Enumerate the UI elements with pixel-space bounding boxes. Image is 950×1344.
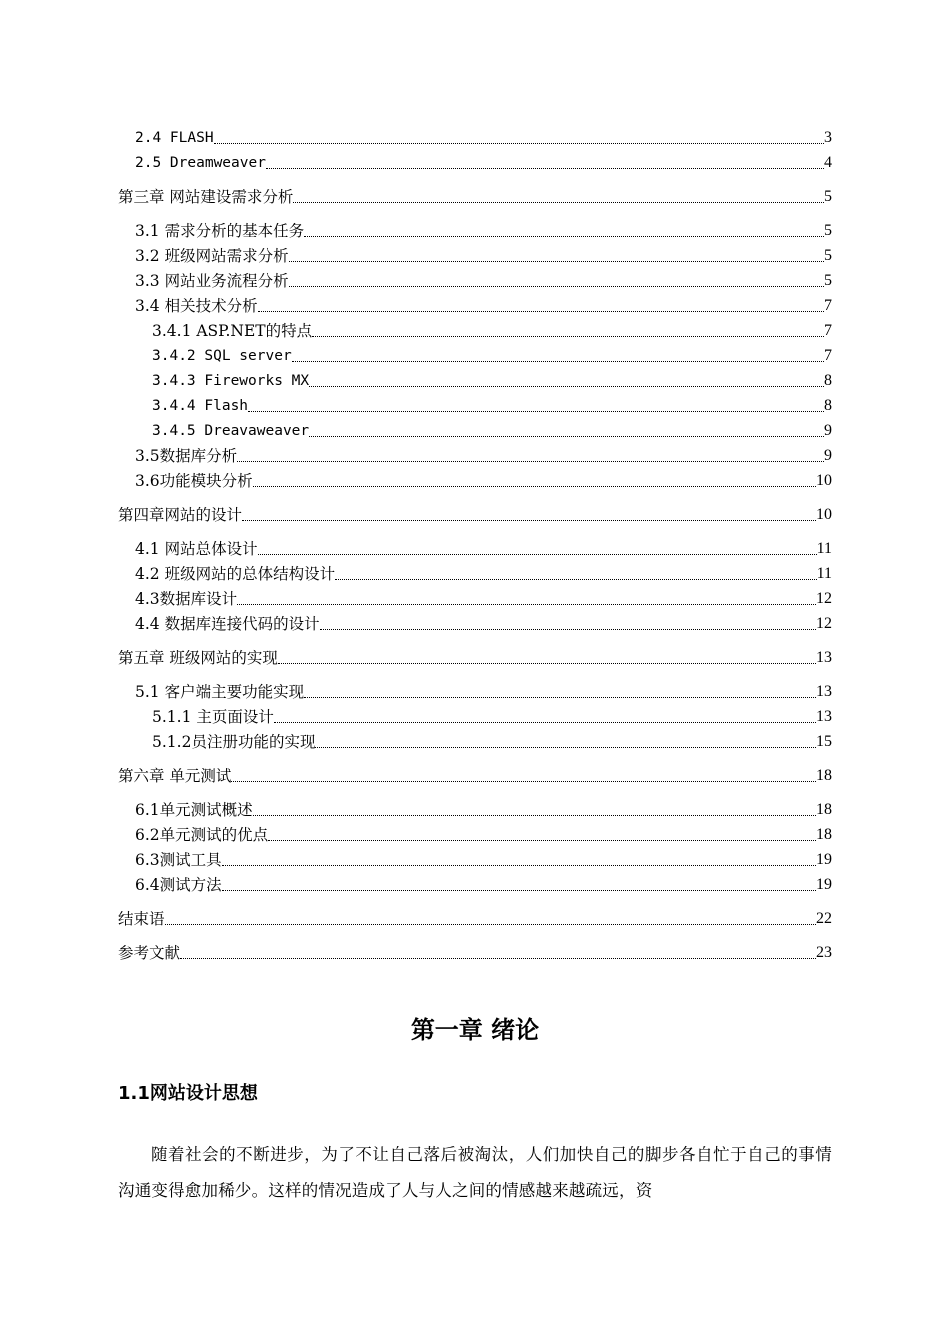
toc-entry[interactable] [135,294,832,316]
toc-leader-dots [180,957,816,959]
body-paragraph: 随着社会的不断进步，为了不让自己落后被淘汰，人们加快自己的脚步各自忙于自己的事情沟通变得愈加稀少。这样的情况造成了人与人之间的情感越来越疏远，资 [118,1145,832,1200]
toc-leader-dots [222,889,816,891]
toc-leader-dots [237,460,824,462]
toc-leader-dots [231,780,816,782]
toc-entry-label: 结束语 [118,910,165,928]
toc-leader-dots [258,553,817,555]
toc-entry[interactable] [152,394,832,416]
toc-leader-dots [253,485,816,487]
toc-entry-page: 19 [816,851,832,868]
toc-entry-label: 3.4.1 ASP.NET的特点 [152,322,313,340]
toc-entry[interactable] [135,587,832,609]
toc-entry-page: 18 [816,801,832,818]
toc-entry-page: 19 [816,876,832,893]
toc-entry[interactable] [135,537,832,559]
toc-leader-dots [304,235,824,237]
toc-entry[interactable] [152,419,832,441]
toc-entry-label: 3.5数据库分析 [135,447,238,465]
toc-entry-page: 22 [816,910,832,927]
toc-entry-label: 第六章 单元测试 [118,767,232,785]
toc-leader-dots [222,864,816,866]
toc-entry[interactable] [118,185,832,207]
toc-entry[interactable] [135,873,832,895]
toc-leader-dots [278,662,816,664]
toc-entry[interactable] [135,269,832,291]
toc-entry-label: 4.3数据库设计 [135,590,238,608]
toc-entry[interactable] [118,503,832,525]
toc-leader-dots [309,435,824,437]
toc-entry-label: 4.2 班级网站的总体结构设计 [135,565,336,583]
toc-entry-page: 18 [816,767,832,784]
toc-entry-page: 12 [816,590,832,607]
section-title: 1.1网站设计思想 [118,1083,258,1104]
toc-entry[interactable] [118,764,832,786]
toc-entry-label: 2.5 Dreamweaver [135,155,266,171]
toc-entry-label: 3.6功能模块分析 [135,472,253,490]
toc-entry-label: 4.1 网站总体设计 [135,540,258,558]
toc-entry-page: 9 [824,422,832,439]
toc-entry-page: 5 [824,222,832,239]
toc-entry-label: 2.4 FLASH [135,130,214,146]
toc-entry[interactable] [118,646,832,668]
toc-entry-page: 4 [824,154,832,171]
toc-entry-label: 参考文献 [118,944,181,962]
toc-entry[interactable] [135,444,832,466]
toc-leader-dots [266,167,824,169]
toc-entry-page: 10 [816,506,832,523]
toc-entry[interactable] [135,126,832,148]
toc-entry[interactable] [135,848,832,870]
toc-leader-dots [312,335,824,337]
toc-leader-dots [242,519,816,521]
toc-entry[interactable] [135,219,832,241]
toc-entry-page: 13 [816,683,832,700]
toc-entry-page: 7 [824,297,832,314]
toc-entry-label: 5.1.2员注册功能的实现 [152,733,316,751]
toc-entry[interactable] [152,344,832,366]
toc-leader-dots [309,385,824,387]
toc-leader-dots [248,410,824,412]
toc-leader-dots [335,578,817,580]
toc-entry-label: 6.2单元测试的优点 [135,826,269,844]
toc-entry-label: 3.3 网站业务流程分析 [135,272,289,290]
toc-entry-page: 7 [824,322,832,339]
toc-entry[interactable] [135,151,832,173]
toc-entry[interactable] [135,798,832,820]
toc-entry-label: 4.4 数据库连接代码的设计 [135,615,320,633]
toc-leader-dots [320,628,816,630]
toc-entry[interactable] [152,319,832,341]
toc-entry-page: 23 [816,944,832,961]
toc-entry-page: 5 [824,247,832,264]
toc-leader-dots [293,201,824,203]
toc-leader-dots [258,310,824,312]
toc-entry[interactable] [152,705,832,727]
toc-leader-dots [289,285,824,287]
toc-entry-label: 第四章网站的设计 [118,506,243,524]
toc-entry-page: 13 [816,649,832,666]
toc-entry-label: 6.1单元测试概述 [135,801,253,819]
toc-leader-dots [304,696,816,698]
toc-entry-label: 第五章 班级网站的实现 [118,649,278,667]
toc-entry-label: 6.3测试工具 [135,851,222,869]
toc-entry-label: 3.4.3 Fireworks MX [152,373,310,389]
toc-entry[interactable] [118,941,832,963]
toc-entry[interactable] [135,244,832,266]
toc-entry-label: 第三章 网站建设需求分析 [118,188,294,206]
toc-entry-page: 18 [816,826,832,843]
toc-entry-page: 12 [816,615,832,632]
toc-entry-page: 9 [824,447,832,464]
toc-entry[interactable] [152,730,832,752]
toc-entry-page: 11 [816,540,832,557]
toc-entry-page: 3 [824,129,832,146]
toc-entry[interactable] [118,907,832,929]
toc-entry-label: 5.1.1 主页面设计 [152,708,274,726]
toc-leader-dots [268,839,816,841]
toc-entry-label: 3.1 需求分析的基本任务 [135,222,305,240]
toc-entry-page: 8 [824,372,832,389]
toc-entry-label: 3.4 相关技术分析 [135,297,258,315]
toc-entry[interactable] [135,612,832,634]
toc-entry[interactable] [135,562,832,584]
toc-leader-dots [237,603,816,605]
toc-entry-page: 11 [816,565,832,582]
toc-entry-label: 3.4.4 Flash [152,398,249,414]
toc-entry-page: 13 [816,708,832,725]
toc-leader-dots [253,814,816,816]
toc-entry[interactable] [135,823,832,845]
toc-entry-page: 15 [816,733,832,750]
toc-entry[interactable] [135,469,832,491]
toc-leader-dots [292,360,824,362]
toc-leader-dots [315,746,816,748]
toc-entry-page: 10 [816,472,832,489]
toc-entry-page: 8 [824,397,832,414]
toc-entry-label: 3.2 班级网站需求分析 [135,247,289,265]
toc-leader-dots [274,721,816,723]
toc-entry-page: 5 [824,272,832,289]
toc-entry-label: 3.4.2 SQL server [152,348,292,364]
toc-entry-label: 3.4.5 Dreavaweaver [152,423,310,439]
toc-entry-page: 5 [824,188,832,205]
toc-leader-dots [214,142,824,144]
toc-entry-label: 6.4测试方法 [135,876,222,894]
toc-entry[interactable] [152,369,832,391]
toc-entry-label: 5.1 客户端主要功能实现 [135,683,305,701]
chapter-title: 第一章 绪论 [410,1016,540,1044]
toc-leader-dots [165,923,816,925]
toc-entry-page: 7 [824,347,832,364]
toc-leader-dots [289,260,824,262]
toc-entry[interactable] [135,680,832,702]
